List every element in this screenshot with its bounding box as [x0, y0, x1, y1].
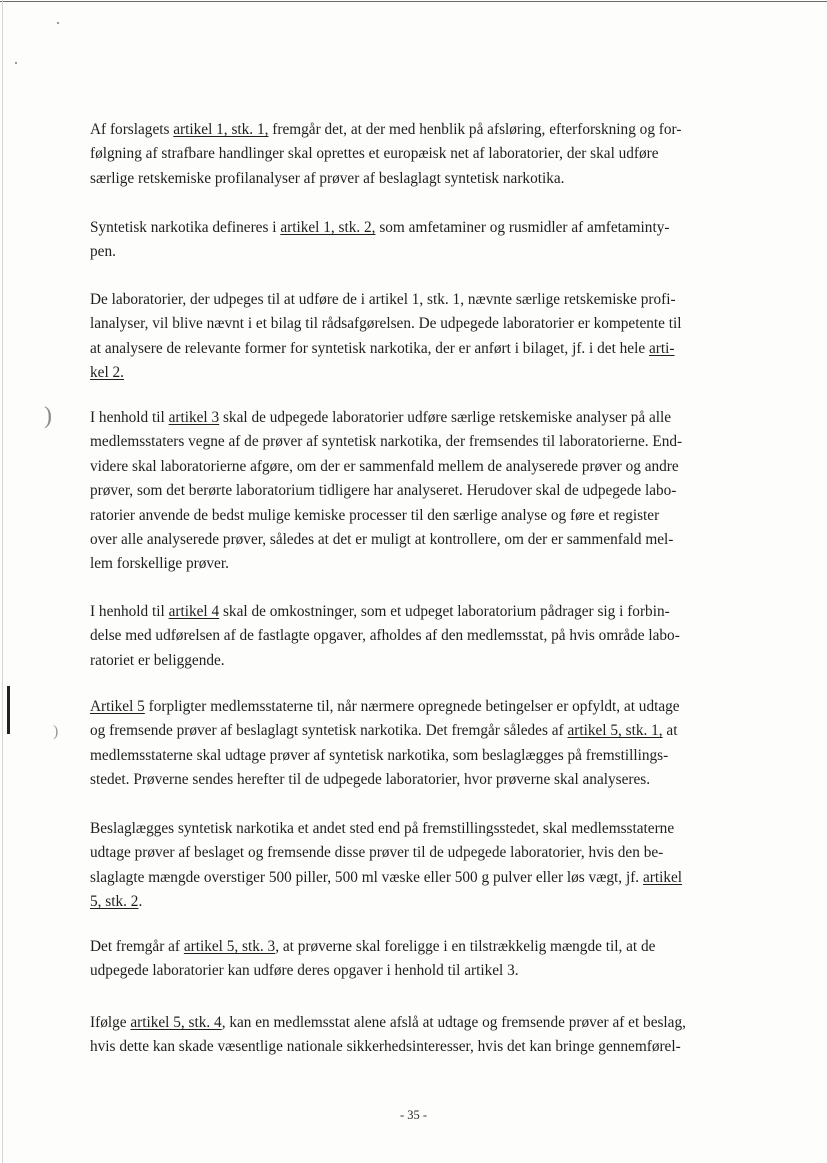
- text-segment: udpegede laboratorier kan udføre deres opgaver i henhold til artikel 3.: [90, 962, 519, 980]
- text-segment: medlemsstaters vegne af de prøver af syntetisk narkotika, der fremsendes til laboratorierne. End-: [90, 433, 683, 451]
- text-segment: ratorier anvende de bedst mulige kemiske processer til den særlige analyse og føre et register: [90, 506, 660, 524]
- article-reference: arti-: [648, 339, 675, 357]
- text-line: [90, 935, 760, 959]
- text-segment: udtage prøver af beslaget og fremsende disse prøver til de udpegede laboratorier, hvis den be-: [90, 844, 664, 862]
- text-segment: pen.: [90, 243, 116, 261]
- text-line: [90, 1011, 760, 1035]
- text-line: [90, 624, 760, 648]
- text-line: [90, 649, 760, 673]
- text-segment: fremgår det, at der med henblik på afsløring, efterforskning og for-: [268, 121, 682, 138]
- scan-speck: [15, 62, 17, 64]
- text-line: [90, 528, 760, 552]
- text-segment: over alle analyserede prøver, således at det er muligt at kontrollere, om der er sammenfald mel-: [90, 530, 674, 548]
- article-reference: artikel 5, stk. 4: [130, 1014, 222, 1031]
- text-line: [90, 866, 760, 890]
- text-line: [90, 216, 760, 240]
- article-reference: artikel 3: [168, 409, 220, 426]
- paragraph-9: [90, 1011, 760, 1060]
- text-segment: skal de omkostninger, som et udpeget laboratorium pådrager sig i forbin-: [219, 603, 670, 620]
- article-reference: Artikel 5: [90, 698, 145, 715]
- text-segment: Syntetisk narkotika defineres i: [90, 219, 281, 236]
- article-reference: artikel 1, stk. 1,: [173, 121, 269, 138]
- paragraph-5: [90, 600, 760, 673]
- text-line: [90, 1035, 760, 1059]
- text-line: [90, 142, 760, 166]
- paragraph-8: [90, 935, 760, 984]
- text-segment: I henhold til: [90, 409, 169, 426]
- text-segment: , kan en medlemsstat alene afslå at udtage og fremsende prøver af et beslag,: [221, 1014, 686, 1031]
- text-line: [90, 240, 760, 264]
- paragraph-3: [90, 288, 760, 386]
- text-line: [90, 959, 760, 983]
- text-segment: ratoriet er beliggende.: [90, 651, 225, 669]
- text-segment: følgning af strafbare handlinger skal oprettes et europæisk net af laboratorier, der skal udføre: [90, 145, 659, 163]
- text-line: [90, 841, 760, 865]
- article-reference: kel 2.: [90, 364, 124, 382]
- text-segment: delse med udførelsen af de fastlagte opgaver, afholdes af den medlemsstat, på hvis område labo-: [90, 627, 680, 645]
- text-line: [90, 768, 760, 792]
- text-segment: særlige retskemiske profilanalyser af prøver af beslaglagt syntetisk narkotika.: [90, 169, 565, 187]
- text-line: [90, 552, 760, 576]
- paragraph-2: [90, 216, 760, 265]
- text-line: [90, 406, 760, 430]
- text-line: [90, 337, 760, 361]
- article-reference: artikel: [642, 868, 683, 886]
- margin-bar: [7, 686, 10, 734]
- text-segment: Det fremgår af: [90, 938, 184, 955]
- text-line: [90, 479, 760, 503]
- text-line: [90, 504, 760, 528]
- text-segment: I henhold til: [90, 603, 169, 620]
- text-segment: .: [138, 893, 143, 911]
- article-reference: artikel 5, stk. 3: [183, 938, 276, 955]
- text-segment: Ifølge: [90, 1014, 131, 1031]
- punch-hole-mark: ): [44, 403, 52, 429]
- text-segment: at analysere de relevante former for syntetisk narkotika, der er anført i bilaget, jf. i det hele: [90, 339, 649, 357]
- text-line: [90, 817, 760, 841]
- paragraph-1: [90, 118, 760, 191]
- text-line: [90, 288, 760, 312]
- text-segment: lem forskellige prøver.: [90, 555, 229, 573]
- text-line: [90, 312, 760, 336]
- text-segment: slaglagte mængde overstiger 500 piller, 500 ml væske eller 500 g pulver eller løs vægt, jf.: [90, 868, 643, 886]
- paragraph-7: [90, 817, 760, 915]
- punch-hole-mark: ): [53, 723, 59, 740]
- text-line: [90, 600, 760, 624]
- page-number: - 35 -: [399, 1108, 428, 1122]
- paragraph-4: [90, 406, 760, 577]
- article-reference: artikel 5, stk. 1,: [567, 722, 663, 740]
- text-segment: hvis dette kan skade væsentlige nationale sikkerhedsinteresser, hvis det kan bringe gennemførel-: [90, 1038, 681, 1056]
- text-segment: , at prøverne skal foreligge i en tilstrækkelig mængde til, at de: [275, 938, 656, 955]
- top-rule: [0, 1, 827, 2]
- text-line: [90, 719, 760, 743]
- text-line: [90, 890, 760, 914]
- article-reference: artikel 1, stk. 2,: [280, 219, 376, 236]
- text-segment: De laboratorier, der udpeges til at udføre de i artikel 1, stk. 1, nævnte særlige retskemiske profi-: [90, 291, 676, 308]
- article-reference: artikel 4: [168, 603, 220, 620]
- text-line: [90, 744, 760, 768]
- text-segment: prøver, som det berørte laboratorium tidligere har analyseret. Herudover skal de udpegede labo-: [90, 482, 677, 500]
- text-segment: som amfetaminer og rusmidler af amfetaminty-: [375, 219, 670, 236]
- text-line: [90, 695, 760, 719]
- text-segment: medlemsstaterne skal udtage prøver af syntetisk narkotika, som beslaglægges på fremstillings-: [90, 746, 669, 764]
- text-segment: forpligter medlemsstaterne til, når nærmere opregnede betingelser er opfyldt, at udtage: [144, 698, 680, 715]
- text-segment: stedet. Prøverne sendes herefter til de udpegede laboratorier, hvor prøverne skal analyseres.: [90, 771, 651, 789]
- text-segment: lanalyser, vil blive nævnt i et bilag til rådsafgørelsen. De udpegede laboratorier er kompetente til: [90, 315, 682, 333]
- text-line: [90, 430, 760, 454]
- text-line: [90, 167, 760, 191]
- text-line: [90, 455, 760, 479]
- text-segment: videre skal laboratorierne afgøre, om der er sammenfald mellem de analyserede prøver og andre: [90, 457, 679, 475]
- article-reference: 5, stk. 2: [90, 893, 139, 911]
- text-segment: Beslaglægges syntetisk narkotika et andet sted end på fremstillingsstedet, skal medlemsstaterne: [90, 820, 675, 837]
- text-line: [90, 361, 760, 385]
- text-segment: skal de udpegede laboratorier udføre særlige retskemiske analyser på alle: [219, 409, 672, 426]
- text-segment: og fremsende prøver af beslaglagt syntetisk narkotika. Det fremgår således af: [90, 722, 568, 740]
- text-line: [90, 118, 760, 142]
- paragraph-6: [90, 695, 760, 793]
- scan-speck: [57, 22, 59, 24]
- text-segment: at: [662, 722, 678, 740]
- left-page-edge: [2, 0, 3, 1163]
- text-segment: Af forslagets: [90, 121, 174, 138]
